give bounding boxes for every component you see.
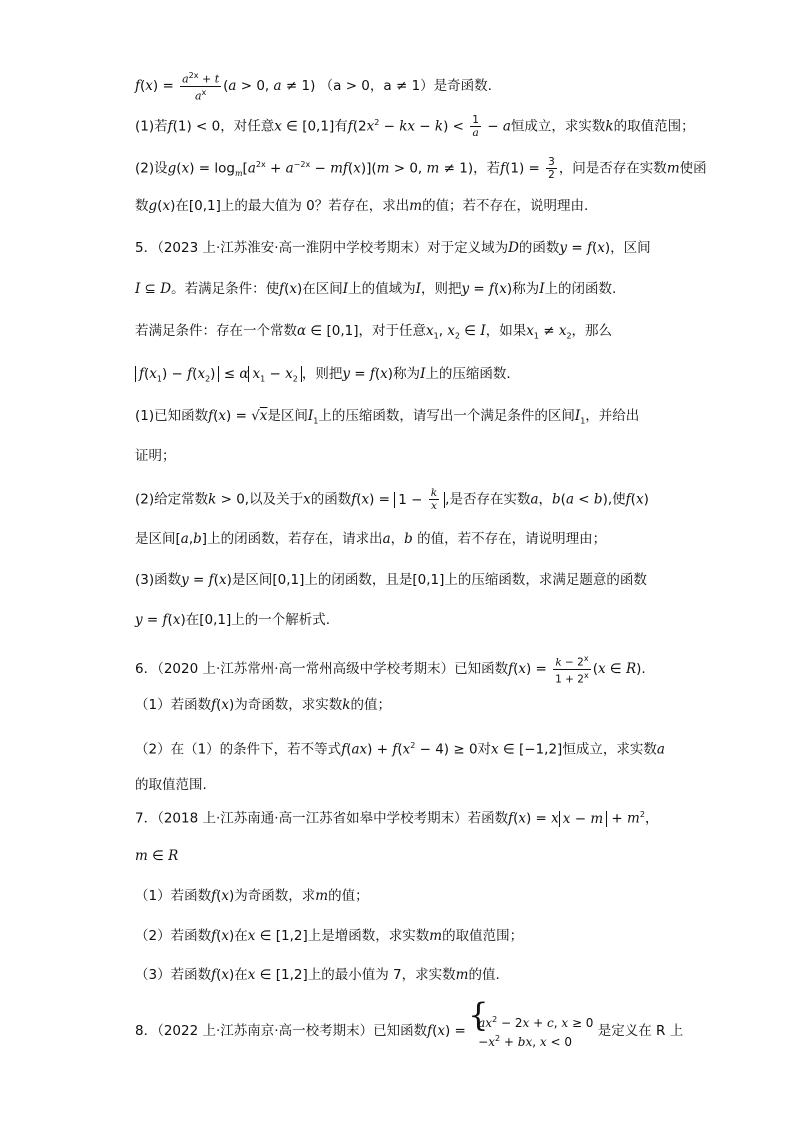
text: （1）若函数 bbox=[135, 888, 212, 904]
text: 的值；若不存在，说明理由. bbox=[422, 198, 589, 214]
text: 有 bbox=[334, 118, 348, 135]
problem-7-head-cont: m ∈ R bbox=[135, 848, 179, 864]
text: 的取值范围； bbox=[613, 118, 695, 135]
text: 上的最大值为 0？若存在，求出 bbox=[220, 198, 410, 214]
text: 为奇函数，求 bbox=[234, 888, 316, 904]
problem-5-part-1-cont bbox=[135, 446, 176, 466]
problem-4-function-def: f(x) = $\frac{a^{2x} + t}{a^x}$ (a > 0, a ≠ 1) （a > 0，a ≠ 1）是奇函数. bbox=[135, 71, 492, 103]
text: （1）若函数 bbox=[135, 697, 212, 713]
text: 7．（2018 上·江苏南通·高一江苏省如皋中学校考期末）若函数 bbox=[135, 810, 509, 827]
text: 称为 bbox=[393, 366, 421, 382]
text: 上的闭函数，若存在，请求出 bbox=[207, 531, 383, 547]
problem-6-part-2: （2）在（1）的条件下，若不等式$f(ax) + f(x^2 - 4) \ge 0$对x ∈ [−1,2]恒成立，求实数a bbox=[135, 741, 665, 758]
problem-5-head: 5．（2023 上·江苏淮安·高一淮阴中学校考期末）对于定义域为D的函数y = f(x)，区间 bbox=[135, 240, 651, 256]
text: ， bbox=[538, 491, 553, 508]
text: 在 bbox=[185, 612, 200, 628]
problem-6-part-2-cont bbox=[135, 775, 207, 795]
text: 上的闭函数. bbox=[544, 281, 617, 297]
problem-5-part-1: (1)已知函数f(x) = √x是区间$I_1$上的压缩函数，请写出一个满足条件的区间$I_1$，并给出 bbox=[135, 408, 640, 426]
text: ，若 bbox=[473, 160, 501, 177]
problem-6-head: 6．（2020 上·江苏常州·高一常州高级中学校考期末）已知函数f(x) = $\frac{k - 2^x}{1 + 2^x}$ (x ∈ R). bbox=[135, 654, 646, 685]
text: （a > 0，a ≠ 1）是奇函数. bbox=[319, 78, 492, 95]
problem-4-part-2-cont: 数g(x)在[0,1]上的最大值为 0？若存在，求出m的值；若不存在，说明理由. bbox=[135, 198, 589, 214]
text: (3)函数 bbox=[135, 572, 182, 588]
text: （3）若函数 bbox=[135, 967, 212, 983]
text: 的值. bbox=[468, 967, 500, 983]
text: 上的闭函数，且是 bbox=[304, 572, 413, 588]
problem-4-part-2: (2)设$g(x) = \log_m[a^{2x} + a^{-2x} - mf(x)](m > 0$, m ≠ 1)，若f(1) = $\frac{3}{2}$ ，问是否存在实数m使函 bbox=[135, 156, 707, 181]
text: 在 bbox=[234, 928, 248, 944]
text: 在区间 bbox=[302, 281, 343, 297]
text: 8．（2022 上·江苏南京·高一校考期末）已知函数 bbox=[135, 1023, 428, 1039]
text: 上的值域为 bbox=[348, 281, 416, 297]
text: ，则把 bbox=[420, 281, 462, 297]
text: （2）在（1）的条件下，若不等式 bbox=[135, 741, 342, 758]
text: 的取值范围； bbox=[442, 928, 524, 944]
text: 是定义在 R 上 bbox=[597, 1023, 684, 1039]
text: 是区间 bbox=[231, 572, 273, 588]
problem-5-line-4: $f(x_1) - f(x_2) \le \alpha$ $x_1 - x_2$ ，则把y = f(x)称为I上的压缩函数. bbox=[135, 364, 511, 390]
problem-7-part-1: （1）若函数f(x)为奇函数，求m的值； bbox=[135, 888, 369, 904]
text: ，并给出 bbox=[585, 408, 640, 424]
text: 5．（2023 上·江苏淮安·高一淮阴中学校考期末）对于定义域为 bbox=[135, 240, 509, 256]
text: ，如果 bbox=[485, 323, 527, 339]
problem-5-part-2-cont: 是区间[a,b]上的闭函数，若存在，请求出a，b 的值，若不存在，请说明理由； bbox=[135, 531, 607, 547]
problem-5-part-3: (3)函数y = f(x)是区间[0,1]上的闭函数，且是[0,1]上的压缩函数，求满足题意的函数 bbox=[135, 572, 647, 588]
text: 若满足条件：存在一个常数 bbox=[135, 323, 297, 339]
text: ，问是否存在实数 bbox=[558, 160, 667, 177]
problem-6-part-1: （1）若函数f(x)为奇函数，求实数k的值； bbox=[135, 697, 391, 713]
piecewise-function: { $ax^2 - 2x + c$, x ≥ 0 $-x^2$ + bx, x < 0 bbox=[470, 1012, 593, 1050]
text: ，则把 bbox=[301, 366, 343, 382]
text: ,使 bbox=[607, 491, 626, 508]
text: ,以及关于 bbox=[244, 491, 304, 508]
text: 上的压缩函数，请写出一个满足条件的区间 bbox=[318, 408, 575, 424]
text: (1)若 bbox=[135, 118, 168, 135]
text: 的函数 bbox=[518, 240, 560, 256]
text: 为奇函数，求实数 bbox=[234, 697, 343, 713]
problem-8-head: 8．（2022 上·江苏南京·高一校考期末）已知函数f(x) = { $ax^2 - 2x + c$, x ≥ 0 $-x^2$ + bx, x < 0 是定义在 R 上 bbox=[135, 1012, 683, 1050]
text: 的取值范围. bbox=[135, 777, 207, 793]
text: 使函 bbox=[679, 160, 707, 177]
text: 在 bbox=[175, 198, 189, 214]
problem-7-head: 7．（2018 上·江苏南通·高一江苏省如皋中学校考期末）若函数f(x) = x $x - m + m^2$， bbox=[135, 810, 659, 827]
text: ，对任意 bbox=[220, 118, 275, 135]
text: 。若满足条件：使 bbox=[171, 281, 280, 297]
problem-5-part-2: (2)给定常数k > 0,以及关于x的函数f(x) = 1 − $\frac{k}{x}$ ,是否存在实数a，b(a < b),使f(x) bbox=[135, 487, 649, 512]
text: 在 bbox=[234, 967, 248, 983]
problem-7-part-3: （3）若函数f(x)在x ∈ [1,2]上的最小值为 7，求实数m的值. bbox=[135, 967, 500, 983]
text: 的值； bbox=[328, 888, 369, 904]
text: 上的压缩函数，求满足题意的函数 bbox=[444, 572, 647, 588]
problem-5-line-3: 若满足条件：存在一个常数α ∈ [0,1]，对于任意$x_1$, $x_2$ ∈ I，如果$x_1 \ne x_2$，那么 bbox=[135, 323, 613, 341]
text: (2)设 bbox=[135, 160, 168, 177]
text: 证明； bbox=[135, 448, 176, 464]
problem-5-part-3-cont: y = f(x)在[0,1]上的一个解析式. bbox=[135, 612, 331, 628]
text: 恒成立，求实数 bbox=[562, 741, 657, 758]
text: 上的压缩函数. bbox=[425, 366, 511, 382]
text: 称为 bbox=[512, 281, 540, 297]
problem-7-part-2: （2）若函数f(x)在x ∈ [1,2]上是增函数，求实数m的取值范围； bbox=[135, 928, 524, 944]
text: 是区间 bbox=[267, 408, 308, 424]
text: (1)已知函数 bbox=[135, 408, 209, 424]
text: 上的一个解析式. bbox=[231, 612, 331, 628]
text: 恒成立，求实数 bbox=[510, 118, 606, 135]
text: ,是否存在实数 bbox=[445, 491, 531, 508]
text: ，对于任意 bbox=[358, 323, 426, 339]
text: 上是增函数，求实数 bbox=[307, 928, 430, 944]
text: ，区间 bbox=[610, 240, 651, 256]
text: 对 bbox=[477, 741, 492, 758]
problem-4-part-1: (1)若f(1) < 0，对任意x ∈ [0,1]有$f(2x^2$ − kx − k) < $\frac{1}{a}$ − a恒成立，求实数k的取值范围； bbox=[135, 114, 695, 139]
text: 的值； bbox=[350, 697, 391, 713]
text: 的值，若不存在，请说明理由； bbox=[417, 531, 607, 547]
text: ，那么 bbox=[571, 323, 613, 339]
text: 是区间 bbox=[135, 531, 176, 547]
text: （2）若函数 bbox=[135, 928, 212, 944]
text: 的函数 bbox=[310, 491, 352, 508]
problem-5-line-2: I ⊆ D。若满足条件：使f(x)在区间I上的值域为I，则把y = f(x)称为I上的闭函数. bbox=[135, 281, 617, 297]
text: 数 bbox=[135, 198, 149, 214]
text: (2)给定常数 bbox=[135, 491, 209, 508]
text: 6．（2020 上·江苏常州·高一常州高级中学校考期末）已知函数 bbox=[135, 661, 509, 677]
text: 上的最小值为 7，求实数 bbox=[307, 967, 456, 983]
